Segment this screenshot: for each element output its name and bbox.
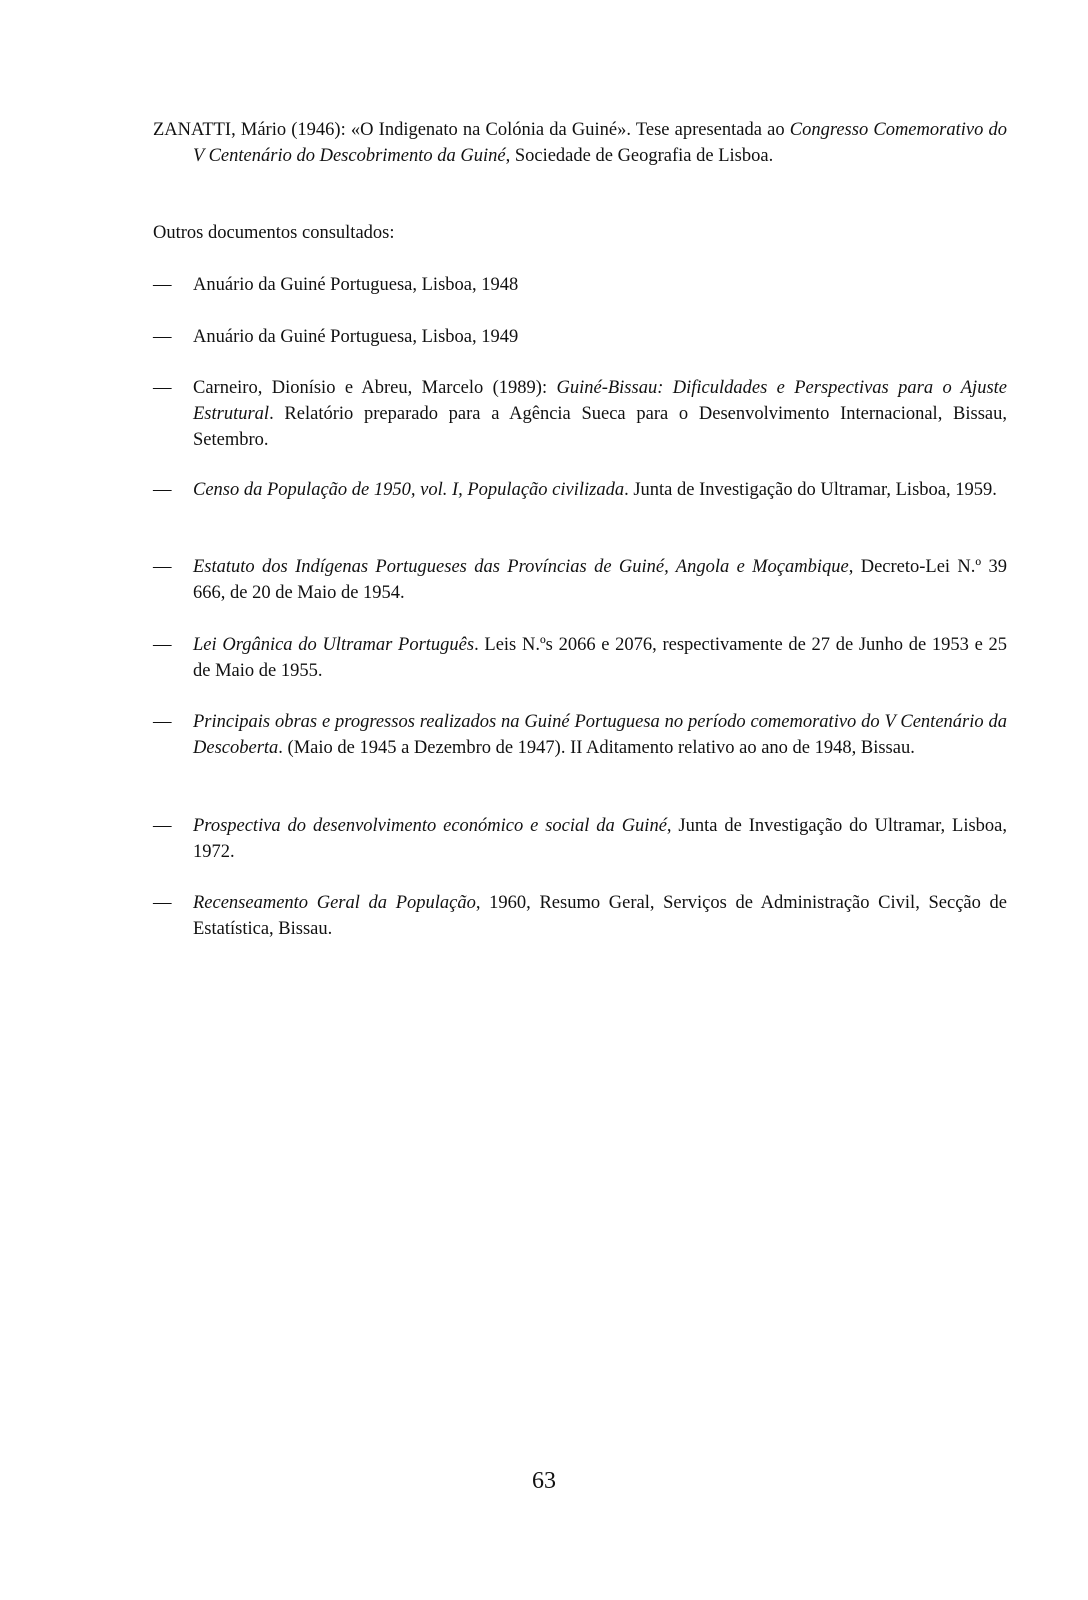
item-title: Recenseamento Geral da População (193, 893, 476, 913)
dash-bullet: — (153, 275, 172, 295)
item-title: Estatuto dos Indígenas Portugueses das Províncias de Guiné, Angola e Moçambique (193, 557, 849, 577)
document-list-item (153, 813, 1007, 865)
ref-title: Congresso Comemorativo do V Centenário do Descobrimento da Guiné (193, 120, 1007, 166)
item-title: Prospectiva do desenvolvimento económico e social da Guiné (193, 816, 667, 836)
document-list-item (153, 477, 1007, 503)
dash-bullet: — (153, 712, 172, 732)
item-text: . Junta de Investigação do Ultramar, Lisboa, 1959. (624, 480, 997, 500)
dash-bullet: — (153, 816, 172, 836)
document-list-item (153, 890, 1007, 942)
dash-bullet: — (153, 557, 172, 577)
item-text: Anuário da Guiné Portuguesa, Lisboa, 1949 (193, 327, 519, 347)
section-heading: Outros documentos consultados: (153, 223, 395, 243)
document-list-item (153, 375, 1007, 453)
item-text: Anuário da Guiné Portuguesa, Lisboa, 1948 (193, 275, 519, 295)
item-title: Principais obras e progressos realizados na Guiné Portuguesa no período comemorativo do V Centenário da Descoberta (193, 712, 1007, 758)
ref-text: , Sociedade de Geografia de Lisboa. (505, 146, 774, 166)
item-text: Carneiro, Dionísio e Abreu, Marcelo (1989): (193, 378, 557, 398)
dash-bullet: — (153, 635, 172, 655)
document-list-item (153, 632, 1007, 684)
document-list-item (153, 709, 1007, 761)
item-text: . Leis N.ºs 2066 e 2076, respectivamente de 27 de Junho de 1953 e 25 de Maio de 1955. (193, 635, 1007, 681)
page-number: 63 (532, 1468, 556, 1494)
document-list-item (153, 554, 1007, 606)
item-text: , 1960, Resumo Geral, Serviços de Administração Civil, Secção de Estatística, Bissau. (193, 893, 1007, 939)
item-text: , Decreto-Lei N.º 39 666, de 20 de Maio de 1954. (193, 557, 1008, 603)
item-text: . Relatório preparado para a Agência Sueca para o Desenvolvimento Internacional, Bissau, Setembro. (193, 404, 1007, 450)
item-title: Lei Orgânica do Ultramar Português (193, 635, 475, 655)
dash-bullet: — (153, 327, 172, 347)
item-text: . (Maio de 1945 a Dezembro de 1947). II Aditamento relativo ao ano de 1948, Bissau. (278, 738, 915, 758)
document-list-item (153, 324, 1007, 350)
reference-zanatti (153, 117, 1007, 169)
item-text: , Junta de Investigação do Ultramar, Lisboa, 1972. (193, 816, 1007, 862)
dash-bullet: — (153, 378, 172, 398)
item-title: Guiné-Bissau: Dificuldades e Perspectivas para o Ajuste Estrutural (193, 378, 1007, 424)
document-list-item (153, 272, 1007, 298)
dash-bullet: — (153, 480, 172, 500)
dash-bullet: — (153, 893, 172, 913)
item-title: Censo da População de 1950, vol. I, População civilizada (193, 480, 625, 500)
ref-text: ZANATTI, Mário (1946): «O Indigenato na Colónia da Guiné». Tese apresentada ao (153, 120, 790, 140)
